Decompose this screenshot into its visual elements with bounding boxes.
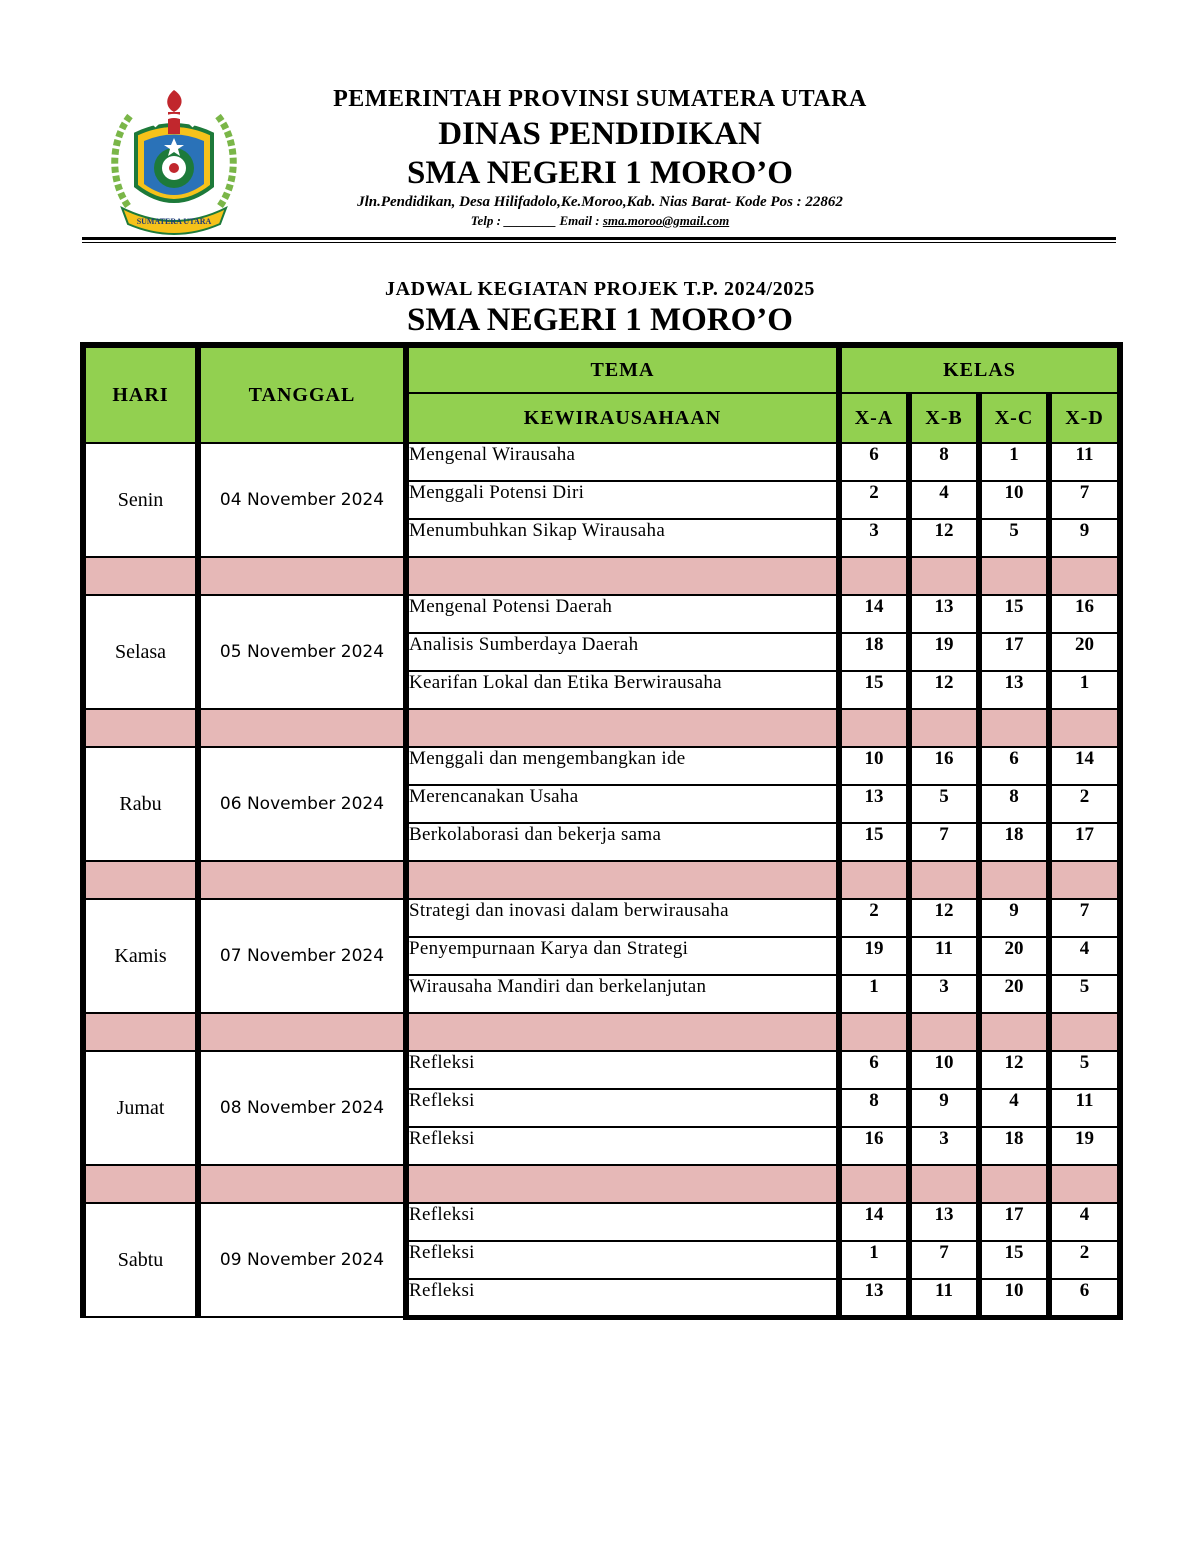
header-class-xd: X-D xyxy=(1049,393,1120,443)
theme-cell: Berkolaborasi dan bekerja sama xyxy=(406,823,839,861)
class-value-cell: 7 xyxy=(1049,481,1120,519)
class-value-cell: 15 xyxy=(839,823,909,861)
header-kelas: KELAS xyxy=(839,345,1120,393)
class-value-cell: 6 xyxy=(839,1051,909,1089)
class-value-cell: 2 xyxy=(1049,1241,1120,1279)
theme-cell: Mengenal Wirausaha xyxy=(406,443,839,481)
class-value-cell: 14 xyxy=(1049,747,1120,785)
class-value-cell: 13 xyxy=(979,671,1049,709)
theme-cell: Menggali dan mengembangkan ide xyxy=(406,747,839,785)
separator-cell xyxy=(909,1013,979,1051)
theme-cell: Merencanakan Usaha xyxy=(406,785,839,823)
class-value-cell: 13 xyxy=(909,1203,979,1241)
class-value-cell: 8 xyxy=(909,443,979,481)
separator-cell xyxy=(839,1165,909,1203)
document-subtitle: SMA NEGERI 1 MORO’O xyxy=(407,302,793,338)
class-value-cell: 3 xyxy=(839,519,909,557)
separator-cell xyxy=(909,861,979,899)
separator-cell xyxy=(1049,861,1120,899)
class-value-cell: 10 xyxy=(979,1279,1049,1317)
class-value-cell: 12 xyxy=(909,671,979,709)
schedule-body xyxy=(83,443,1120,1317)
theme-cell: Kearifan Lokal dan Etika Berwirausaha xyxy=(406,671,839,709)
table-row xyxy=(83,747,1120,785)
separator-cell xyxy=(406,861,839,899)
class-value-cell: 4 xyxy=(1049,1203,1120,1241)
separator-cell xyxy=(198,861,406,899)
separator-cell xyxy=(198,1165,406,1203)
day-name-cell: Kamis xyxy=(83,899,198,1013)
date-cell: 09 November 2024 xyxy=(198,1203,406,1317)
table-row xyxy=(83,1051,1120,1089)
class-value-cell: 5 xyxy=(1049,975,1120,1013)
separator-cell xyxy=(979,557,1049,595)
header-hari: HARI xyxy=(83,345,198,443)
class-value-cell: 20 xyxy=(1049,633,1120,671)
class-value-cell: 5 xyxy=(909,785,979,823)
class-value-cell: 19 xyxy=(1049,1127,1120,1165)
separator-cell xyxy=(83,861,198,899)
letterhead-telp: Telp : ________ xyxy=(470,213,557,228)
class-value-cell: 9 xyxy=(979,899,1049,937)
theme-cell: Penyempurnaan Karya dan Strategi xyxy=(406,937,839,975)
class-value-cell: 4 xyxy=(1049,937,1120,975)
letterhead-divider-thick xyxy=(82,237,1116,240)
class-value-cell: 11 xyxy=(909,937,979,975)
date-cell: 08 November 2024 xyxy=(198,1051,406,1165)
class-value-cell: 7 xyxy=(909,1241,979,1279)
day-name-cell: Sabtu xyxy=(83,1203,198,1317)
day-name-cell: Selasa xyxy=(83,595,198,709)
class-value-cell: 2 xyxy=(839,481,909,519)
class-value-cell: 13 xyxy=(909,595,979,633)
theme-cell: Menggali Potensi Diri xyxy=(406,481,839,519)
header-tema-sub: KEWIRAUSAHAAN xyxy=(406,393,839,443)
class-value-cell: 7 xyxy=(909,823,979,861)
day-separator-row xyxy=(83,709,1120,747)
class-value-cell: 14 xyxy=(839,595,909,633)
separator-cell xyxy=(198,557,406,595)
class-value-cell: 5 xyxy=(979,519,1049,557)
theme-cell: Refleksi xyxy=(406,1279,839,1317)
class-value-cell: 3 xyxy=(909,1127,979,1165)
date-cell: 04 November 2024 xyxy=(198,443,406,557)
class-value-cell: 12 xyxy=(909,519,979,557)
theme-cell: Strategi dan inovasi dalam berwirausaha xyxy=(406,899,839,937)
header-class-xc: X-C xyxy=(979,393,1049,443)
class-value-cell: 6 xyxy=(1049,1279,1120,1317)
class-value-cell: 12 xyxy=(909,899,979,937)
class-value-cell: 6 xyxy=(979,747,1049,785)
class-value-cell: 17 xyxy=(979,1203,1049,1241)
logo-ribbon-text: SUMATERA UTARA xyxy=(136,217,212,226)
class-value-cell: 18 xyxy=(979,1127,1049,1165)
theme-cell: Refleksi xyxy=(406,1051,839,1089)
letterhead-government: PEMERINTAH PROVINSI SUMATERA UTARA xyxy=(333,86,867,112)
letterhead-school: SMA NEGERI 1 MORO’O xyxy=(407,155,793,191)
separator-cell xyxy=(406,1013,839,1051)
class-value-cell: 11 xyxy=(1049,443,1120,481)
day-separator-row xyxy=(83,557,1120,595)
separator-cell xyxy=(1049,1013,1120,1051)
class-value-cell: 10 xyxy=(979,481,1049,519)
letterhead-address: Jln.Pendidikan, Desa Hilifadolo,Ke.Moroo,Kab. Nias Barat- Kode Pos : 22862 xyxy=(357,194,843,210)
separator-cell xyxy=(839,1013,909,1051)
class-value-cell: 11 xyxy=(909,1279,979,1317)
class-value-cell: 8 xyxy=(979,785,1049,823)
date-cell: 06 November 2024 xyxy=(198,747,406,861)
class-value-cell: 4 xyxy=(909,481,979,519)
day-name-cell: Senin xyxy=(83,443,198,557)
class-value-cell: 19 xyxy=(909,633,979,671)
separator-cell xyxy=(1049,709,1120,747)
separator-cell xyxy=(979,1165,1049,1203)
class-value-cell: 4 xyxy=(979,1089,1049,1127)
date-cell: 05 November 2024 xyxy=(198,595,406,709)
theme-cell: Wirausaha Mandiri dan berkelanjutan xyxy=(406,975,839,1013)
separator-cell xyxy=(979,709,1049,747)
class-value-cell: 10 xyxy=(909,1051,979,1089)
table-row xyxy=(83,1203,1120,1241)
class-value-cell: 17 xyxy=(1049,823,1120,861)
day-separator-row xyxy=(83,861,1120,899)
class-value-cell: 2 xyxy=(839,899,909,937)
theme-cell: Refleksi xyxy=(406,1089,839,1127)
class-value-cell: 20 xyxy=(979,975,1049,1013)
class-value-cell: 16 xyxy=(909,747,979,785)
class-value-cell: 9 xyxy=(1049,519,1120,557)
class-value-cell: 13 xyxy=(839,785,909,823)
separator-cell xyxy=(909,557,979,595)
schedule-table xyxy=(80,342,1123,1320)
letterhead-email-link[interactable]: sma.moroo@gmail.com xyxy=(602,213,730,228)
letterhead-email-label: Email : xyxy=(559,213,600,228)
separator-cell xyxy=(979,1013,1049,1051)
day-separator-row xyxy=(83,1013,1120,1051)
class-value-cell: 11 xyxy=(1049,1089,1120,1127)
date-cell: 07 November 2024 xyxy=(198,899,406,1013)
class-value-cell: 18 xyxy=(839,633,909,671)
class-value-cell: 17 xyxy=(979,633,1049,671)
theme-cell: Menumbuhkan Sikap Wirausaha xyxy=(406,519,839,557)
theme-cell: Refleksi xyxy=(406,1241,839,1279)
letterhead-contact xyxy=(250,212,950,229)
separator-cell xyxy=(909,1165,979,1203)
table-row xyxy=(83,899,1120,937)
table-row xyxy=(83,443,1120,481)
class-value-cell: 1 xyxy=(1049,671,1120,709)
class-value-cell: 1 xyxy=(839,1241,909,1279)
class-value-cell: 9 xyxy=(909,1089,979,1127)
sumut-province-logo-icon xyxy=(108,86,240,238)
day-separator-row xyxy=(83,1165,1120,1203)
class-value-cell: 10 xyxy=(839,747,909,785)
class-value-cell: 18 xyxy=(979,823,1049,861)
separator-cell xyxy=(839,557,909,595)
class-value-cell: 14 xyxy=(839,1203,909,1241)
separator-cell xyxy=(83,709,198,747)
class-value-cell: 13 xyxy=(839,1279,909,1317)
class-value-cell: 15 xyxy=(839,671,909,709)
separator-cell xyxy=(198,1013,406,1051)
theme-cell: Refleksi xyxy=(406,1127,839,1165)
class-value-cell: 19 xyxy=(839,937,909,975)
separator-cell xyxy=(979,861,1049,899)
letterhead-department: DINAS PENDIDIKAN xyxy=(438,116,762,152)
day-name-cell: Jumat xyxy=(83,1051,198,1165)
separator-cell xyxy=(1049,1165,1120,1203)
separator-cell xyxy=(1049,557,1120,595)
theme-cell: Refleksi xyxy=(406,1203,839,1241)
separator-cell xyxy=(83,1013,198,1051)
separator-cell xyxy=(198,709,406,747)
class-value-cell: 15 xyxy=(979,1241,1049,1279)
separator-cell xyxy=(839,709,909,747)
class-value-cell: 16 xyxy=(1049,595,1120,633)
class-value-cell: 15 xyxy=(979,595,1049,633)
document-title: JADWAL KEGIATAN PROJEK T.P. 2024/2025 xyxy=(384,278,816,300)
class-value-cell: 8 xyxy=(839,1089,909,1127)
class-value-cell: 1 xyxy=(979,443,1049,481)
class-value-cell: 3 xyxy=(909,975,979,1013)
class-value-cell: 7 xyxy=(1049,899,1120,937)
table-row xyxy=(83,595,1120,633)
class-value-cell: 2 xyxy=(1049,785,1120,823)
class-value-cell: 16 xyxy=(839,1127,909,1165)
header-class-xa: X-A xyxy=(839,393,909,443)
class-value-cell: 12 xyxy=(979,1051,1049,1089)
header-tema: TEMA xyxy=(406,345,839,393)
separator-cell xyxy=(406,709,839,747)
separator-cell xyxy=(909,709,979,747)
separator-cell xyxy=(406,1165,839,1203)
separator-cell xyxy=(839,861,909,899)
separator-cell xyxy=(83,557,198,595)
header-tanggal: TANGGAL xyxy=(198,345,406,443)
letterhead xyxy=(250,84,950,229)
class-value-cell: 6 xyxy=(839,443,909,481)
theme-cell: Mengenal Potensi Daerah xyxy=(406,595,839,633)
header-class-xb: X-B xyxy=(909,393,979,443)
class-value-cell: 5 xyxy=(1049,1051,1120,1089)
separator-cell xyxy=(406,557,839,595)
separator-cell xyxy=(83,1165,198,1203)
letterhead-divider-thin xyxy=(82,242,1116,243)
theme-cell: Analisis Sumberdaya Daerah xyxy=(406,633,839,671)
class-value-cell: 1 xyxy=(839,975,909,1013)
class-value-cell: 20 xyxy=(979,937,1049,975)
day-name-cell: Rabu xyxy=(83,747,198,861)
